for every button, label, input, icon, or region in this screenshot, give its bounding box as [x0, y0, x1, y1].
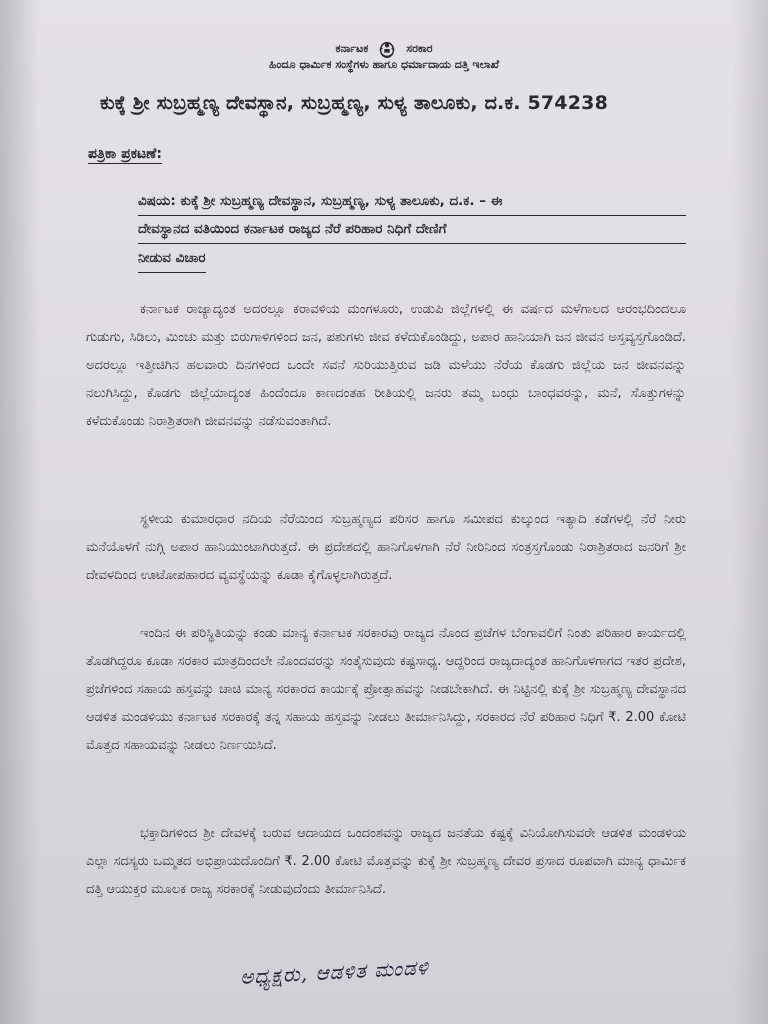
body-paragraph-1-block [86, 296, 686, 448]
state-emblem-icon [376, 38, 398, 60]
page-shadow-right [732, 0, 768, 1024]
temple-title: ಕುಕ್ಕೆ ಶ್ರೀ ಸುಬ್ರಹ್ಮಣ್ಯ ದೇವಸ್ಥಾನ, ಸುಬ್ರಹ್ಮಣ್ಯ, ಸುಳ್ಯ ತಾಲೂಕು, ದ.ಕ. 574238 [100, 92, 608, 114]
body-paragraph-3-block [86, 620, 686, 772]
body-paragraph: ಸ್ಥಳೀಯ ಕುಮಾರಧಾರ ನದಿಯ ನೆರೆಯಿಂದ ಸುಬ್ರಹ್ಮಣ್ಯದ ಪರಿಸರ ಹಾಗೂ ಸಮೀಪದ ಕುಲ್ಕುಂದ ಇತ್ಯಾದಿ ಕಡೆಗಳಲ್ಲಿ ನೆರೆ ನೀರು ಮನೆಯೊಳಗೆ ನುಗ್ಗಿ ಅಪಾರ ಹಾನಿಯುಂಟಾಗಿರುತ್ತದೆ. ಈ ಪ್ರದೇಶದಲ್ಲಿ ಹಾನಿಗೊಳಗಾಗಿ ನೆರೆ ನೀರಿನಿಂದ ಸಂತ್ರಸ್ತಗೊಂಡು ನಿರಾಶ್ರಿತರಾದ ಜನರಿಗೆ ಶ್ರೀ ದೇವಳದಿಂದ ಊಟೋಪಹಾರದ ವ್ಯವಸ್ಥೆಯನ್ನು ಕೂಡಾ ಕೈಗೊಳ್ಳಲಾಗಿರುತ್ತದೆ. [86, 512, 686, 583]
subject-line-3: ನೀಡುವ ವಿಚಾರ [138, 245, 206, 273]
government-header [0, 38, 768, 60]
body-paragraph-2-block [86, 506, 686, 602]
body-paragraph-4-block [86, 820, 686, 916]
header-left-word: ಕರ್ನಾಟಕ [335, 42, 369, 55]
page-shadow-left [0, 0, 40, 1024]
header-right-word: ಸರಕಾರ [406, 42, 433, 55]
press-release-label: ಪತ್ರಿಕಾ ಪ್ರಕಟಣೆ: [88, 146, 162, 162]
department-name: ಹಿಂದೂ ಧಾರ್ಮಿಕ ಸಂಸ್ಥೆಗಳು ಹಾಗೂ ಧರ್ಮಾದಾಯ ದತ್ತಿ ಇಲಾಖೆ [268, 58, 500, 71]
subject-line-2: ದೇವಸ್ಥಾನದ ವತಿಯಿಂದ ಕರ್ನಾಟಕ ರಾಜ್ಯದ ನೆರೆ ಪರಿಹಾರ ನಿಧಿಗೆ ದೇಣಿಗೆ [138, 216, 686, 244]
body-paragraph: ಕರ್ನಾಟಕ ರಾಜ್ಯಾದ್ಯಂತ ಅದರಲ್ಲೂ ಕರಾವಳಿಯ ಮಂಗಳೂರು, ಉಡುಪಿ ಜಿಲ್ಲೆಗಳಲ್ಲಿ ಈ ವರ್ಷದ ಮಳೆಗಾಲದ ಆರಂಭದಿಂದಲೂ ಗುಡುಗು, ಸಿಡಿಲು, ಮಿಂಚು ಮತ್ತು ಬಿರುಗಾಳಿಗಳಿಂದ ಜನ, ಪಶುಗಳು ಜೀವ ಕಳೆದುಕೊಂಡಿದ್ದು, ಅಪಾರ ಹಾನಿಯಾಗಿ ಜನ ಜೀವನ ಅಸ್ತವ್ಯಸ್ತಗೊಂಡಿದೆ. ಅದರಲ್ಲೂ ಇತ್ತೀಚಿಗಿನ ಹಲವಾರು ದಿನಗಳಿಂದ ಒಂದೇ ಸವನೆ ಸುರಿಯುತ್ತಿರುವ ಜಡಿ ಮಳೆಯು ನೆರೆಯ ಕೊಡಗು ಜಿಲ್ಲೆಯ ಜನ ಜೀವನವನ್ನು ನಲುಗಿಸಿದ್ದು, ಕೊಡಗು ಜಿಲ್ಲೆಯಾದ್ಯಂತ ಹಿಂದೆಂದೂ ಕಾಣದಂತಹ ರೀತಿಯಲ್ಲಿ ಜನರು ತಮ್ಮ ಬಂಧು ಬಾಂಧವರನ್ನು, ಮನೆ, ಸೊತ್ತುಗಳನ್ನು ಕಳೆದುಕೊಂಡು ನಿರಾಶ್ರಿತರಾಗಿ ಜೀವನವನ್ನು ನಡೆಸುವಂತಾಗಿದೆ. [86, 302, 686, 429]
body-paragraph: ಭಕ್ತಾದಿಗಳಿಂದ ಶ್ರೀ ದೇವಳಕ್ಕೆ ಬರುವ ಆದಾಯದ ಒಂದಂಶವನ್ನು ರಾಜ್ಯದ ಜನತೆಯ ಕಷ್ಟಕ್ಕೆ ವಿನಿಯೋಗಿಸುವರೇ ಆಡಳಿತ ಮಂಡಳಿಯ ಎಲ್ಲಾ ಸದಸ್ಯರು ಒಮ್ಮತದ ಅಭಿಪ್ರಾಯದೊಂದಿಗೆ ₹. 2.00 ಕೋಟಿ ಮೊತ್ತವನ್ನು ಕುಕ್ಕೆ ಶ್ರೀ ಸುಬ್ರಹ್ಮಣ್ಯ ದೇವರ ಪ್ರಸಾದ ರೂಪವಾಗಿ ಮಾನ್ಯ ಧಾರ್ಮಿಕ ದತ್ತಿ ಆಯುಕ್ತರ ಮೂಲಕ ರಾಜ್ಯ ಸರಕಾರಕ್ಕೆ ನೀಡುವುದೆಂದು ತೀರ್ಮಾನಿಸಿದೆ. [86, 826, 686, 897]
subject-block [138, 188, 686, 273]
subject-line-1: ವಿಷಯ: ಕುಕ್ಕೆ ಶ್ರೀ ಸುಬ್ರಹ್ಮಣ್ಯ ದೇವಸ್ಥಾನ, ಸುಬ್ರಹ್ಮಣ್ಯ, ಸುಳ್ಯ ತಾಲೂಕು, ದ.ಕ. – ಈ [138, 188, 686, 216]
body-paragraph: ಇಂದಿನ ಈ ಪರಿಸ್ಥಿತಿಯನ್ನು ಕಂಡು ಮಾನ್ಯ ಕರ್ನಾಟಕ ಸರಕಾರವು ರಾಜ್ಯದ ನೊಂದ ಪ್ರಜೆಗಳ ಬೆಂಗಾವಲಿಗೆ ನಿಂತು ಪರಿಹಾರ ಕಾರ್ಯದಲ್ಲಿ ತೊಡಗಿದ್ದರೂ ಕೂಡಾ ಸರಕಾರ ಮಾತ್ರದಿಂದಲೇ ನೊಂದವರನ್ನು ಸಂತೈಸುವುದು ಕಷ್ಟಸಾಧ್ಯ. ಆದ್ದರಿಂದ ರಾಜ್ಯದಾದ್ಯಂತ ಹಾನಿಗೊಳಗಾಗದ ಇತರ ಪ್ರದೇಶ, ಪ್ರಜೆಗಳಿಂದ ಸಹಾಯ ಹಸ್ತವನ್ನು ಚಾಚಿ ಮಾನ್ಯ ಸರಕಾರದ ಕಾರ್ಯಕ್ಕೆ ಪ್ರೋತ್ಸಾಹವನ್ನು ನೀಡಬೇಕಾಗಿದೆ. ಈ ನಿಟ್ಟಿನಲ್ಲಿ ಕುಕ್ಕೆ ಶ್ರೀ ಸುಬ್ರಹ್ಮಣ್ಯ ದೇವಸ್ಥಾನದ ಆಡಳಿತ ಮಂಡಳಿಯು ಕರ್ನಾಟಕ ಸರಕಾರಕ್ಕೆ ತನ್ನ ಸಹಾಯ ಹಸ್ತವನ್ನು ನೀಡಲು ತೀರ್ಮಾನಿಸಿದ್ದು, ಸರಕಾರದ ನೆರೆ ಪರಿಹಾರ ನಿಧಿಗೆ ₹. 2.00 ಕೋಟಿ ಮೊತ್ತದ ಸಹಾಯವನ್ನು ನೀಡಲು ನಿರ್ಣಯಿಸಿದೆ. [86, 626, 686, 753]
handwritten-signature: ಅಧ್ಯಕ್ಷರು, ಆಡಳಿತ ಮಂಡಳಿ [239, 955, 430, 989]
